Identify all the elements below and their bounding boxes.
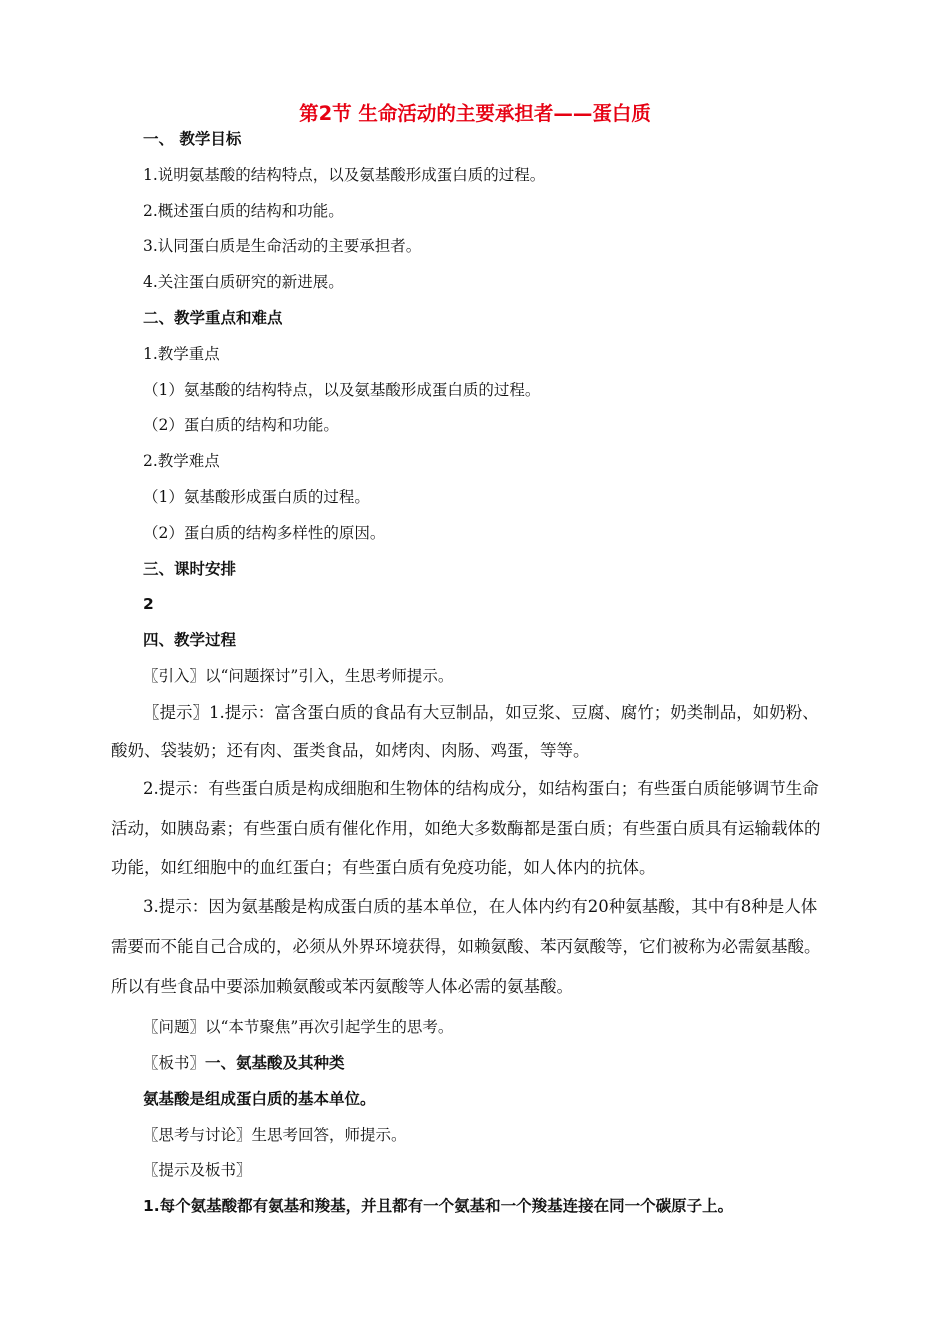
section-3-heading: 三、课时安排 xyxy=(143,560,237,578)
key-point-item-1: （1）氨基酸的结构特点，以及氨基酸形成蛋白质的过程。 xyxy=(143,381,541,399)
point-1: 1.每个氨基酸都有氨基和羧基，并且都有一个氨基和一个羧基连接在同一个碳原子上。 xyxy=(143,1197,734,1215)
board-tag: 〖板书〗 xyxy=(143,1054,206,1072)
objective-item-4: 4.关注蛋白质研究的新进展。 xyxy=(143,273,344,291)
hint-tag: 〖提示〗 xyxy=(143,703,209,722)
hint-2-line-1: 2.提示：有些蛋白质是构成细胞和生物体的结构成分，如结构蛋白；有些蛋白质能够调节生命 xyxy=(143,779,819,798)
difficult-point-item-2: （2）蛋白质的结构多样性的原因。 xyxy=(143,524,386,542)
board-definition: 氨基酸是组成蛋白质的基本单位。 xyxy=(143,1090,376,1108)
lesson-count: 2 xyxy=(143,595,154,613)
objective-item-3: 3.认同蛋白质是生命活动的主要承担者。 xyxy=(143,237,422,255)
hint-1-line-1 xyxy=(143,702,819,724)
hint-3-line-1: 3.提示：因为氨基酸是构成蛋白质的基本单位，在人体内约有20种氨基酸，其中有8种是人体 xyxy=(143,897,818,916)
hint-3-line-2: 需要而不能自己合成的，必须从外界环境获得，如赖氨酸、苯丙氨酸等，它们被称为必需氨基酸。 xyxy=(111,937,821,956)
key-point-item-2: （2）蛋白质的结构和功能。 xyxy=(143,416,339,434)
question-paragraph: 〖问题〗以“本节聚焦”再次引起学生的思考。 xyxy=(143,1018,454,1036)
hint-3-line-3: 所以有些食品中要添加赖氨酸或苯丙氨酸等人体必需的氨基酸。 xyxy=(111,977,573,996)
hint-2-line-2: 活动，如胰岛素；有些蛋白质有催化作用，如绝大多数酶都是蛋白质；有些蛋白质具有运输载体的 xyxy=(111,819,821,838)
page-title: 第2节 生命活动的主要承担者——蛋白质 xyxy=(299,102,651,125)
board-heading: 一、氨基酸及其种类 xyxy=(205,1054,345,1072)
hint-2-line-3: 功能，如红细胞中的血红蛋白；有些蛋白质有免疫功能，如人体内的抗体。 xyxy=(111,858,656,877)
difficult-point-item-1: （1）氨基酸形成蛋白质的过程。 xyxy=(143,488,370,506)
difficult-points-label: 2.教学难点 xyxy=(143,452,220,470)
objective-item-1: 1.说明氨基酸的结构特点，以及氨基酸形成蛋白质的过程。 xyxy=(143,166,546,184)
key-points-label: 1.教学重点 xyxy=(143,345,220,363)
objective-item-2: 2.概述蛋白质的结构和功能。 xyxy=(143,202,344,220)
section-4-heading: 四、教学过程 xyxy=(143,631,237,649)
section-2-heading: 二、教学重点和难点 xyxy=(143,309,283,327)
discussion-paragraph: 〖思考与讨论〗生思考回答，师提示。 xyxy=(143,1126,407,1144)
section-1-heading: 一、 教学目标 xyxy=(143,130,242,148)
hint-1-line-2: 酸奶、袋装奶；还有肉、蛋类食品，如烤肉、肉肠、鸡蛋，等等。 xyxy=(111,741,590,760)
board-line xyxy=(143,1052,345,1074)
hint-1-text: 1.提示：富含蛋白质的食品有大豆制品，如豆浆、豆腐、腐竹；奶类制品，如奶粉、 xyxy=(209,703,819,722)
hint-board-label: 〖提示及板书〗 xyxy=(143,1161,252,1179)
intro-paragraph: 〖引入〗以“问题探讨”引入，生思考师提示。 xyxy=(143,667,454,685)
